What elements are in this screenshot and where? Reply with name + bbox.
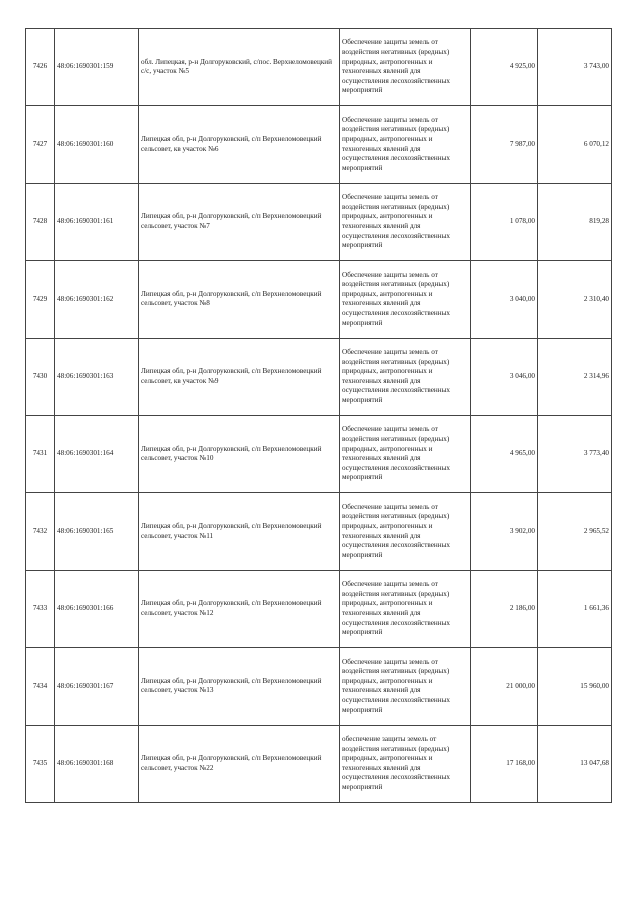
permitted-use: Обеспечение защиты земель от воздействия негативных (вредных) природных, антропогенных и техногенных явлений для осуществления лесохозяйственных мероприятий	[340, 106, 471, 183]
address: обл. Липецкая, р-н Долгоруковский, с/пос. Верхнеломовецкий с/с, участок №5	[139, 29, 340, 106]
permitted-use: Обеспечение защиты земель от воздействия негативных (вредных) природных, антропогенных и техногенных явлений для осуществления лесохозяйственных мероприятий	[340, 338, 471, 415]
table-row	[26, 570, 612, 647]
value-1: 2 186,00	[471, 570, 538, 647]
table-row	[26, 183, 612, 260]
table-row	[26, 493, 612, 570]
address: Липецкая обл, р-н Долгоруковский, с/п Верхнеломовецкий сельсовет, участок №10	[139, 415, 340, 492]
value-1: 7 987,00	[471, 106, 538, 183]
cadastral-number: 48:06:1690301:165	[55, 493, 139, 570]
value-1: 17 168,00	[471, 725, 538, 802]
address: Липецкая обл, р-н Долгоруковский, с/п Верхнеломовецкий сельсовет, участок №13	[139, 648, 340, 725]
address: Липецкая обл, р-н Долгоруковский, с/п Верхнеломовецкий сельсовет, участок №12	[139, 570, 340, 647]
table-row	[26, 338, 612, 415]
permitted-use: Обеспечение защиты земель от воздействия негативных (вредных) природных, антропогенных и техногенных явлений для осуществления лесохозяйственных мероприятий	[340, 648, 471, 725]
address: Липецкая обл, р-н Долгоруковский, с/п Верхнеломовецкий сельсовет, кв участок №9	[139, 338, 340, 415]
value-2: 6 070,12	[538, 106, 612, 183]
value-2: 2 310,40	[538, 261, 612, 338]
value-2: 2 314,96	[538, 338, 612, 415]
permitted-use: Обеспечение защиты земель от воздействия негативных (вредных) природных, антропогенных и техногенных явлений для осуществления лесохозяйственных мероприятий	[340, 570, 471, 647]
row-number: 7429	[26, 261, 55, 338]
permitted-use: Обеспечение защиты земель от воздействия негативных (вредных) природных, антропогенных и техногенных явлений для осуществления лесохозяйственных мероприятий	[340, 29, 471, 106]
value-1: 4 925,00	[471, 29, 538, 106]
table-row	[26, 29, 612, 106]
table-row	[26, 725, 612, 802]
value-2: 3 773,40	[538, 415, 612, 492]
cadastral-number: 48:06:1690301:161	[55, 183, 139, 260]
permitted-use: Обеспечение защиты земель от воздействия негативных (вредных) природных, антропогенных и техногенных явлений для осуществления лесохозяйственных мероприятий	[340, 261, 471, 338]
value-1: 3 046,00	[471, 338, 538, 415]
cadastral-number: 48:06:1690301:167	[55, 648, 139, 725]
cadastral-number: 48:06:1690301:163	[55, 338, 139, 415]
address: Липецкая обл, р-н Долгоруковский, с/п Верхнеломовецкий сельсовет, участок №22	[139, 725, 340, 802]
cadastral-number: 48:06:1690301:168	[55, 725, 139, 802]
address: Липецкая обл, р-н Долгоруковский, с/п Верхнеломовецкий сельсовет, кв участок №6	[139, 106, 340, 183]
row-number: 7428	[26, 183, 55, 260]
row-number: 7435	[26, 725, 55, 802]
cadastral-number: 48:06:1690301:159	[55, 29, 139, 106]
address: Липецкая обл, р-н Долгоруковский, с/п Верхнеломовецкий сельсовет, участок №8	[139, 261, 340, 338]
value-2: 3 743,00	[538, 29, 612, 106]
row-number: 7426	[26, 29, 55, 106]
value-1: 4 965,00	[471, 415, 538, 492]
value-2: 2 965,52	[538, 493, 612, 570]
row-number: 7432	[26, 493, 55, 570]
table-row	[26, 261, 612, 338]
permitted-use: Обеспечение защиты земель от воздействия негативных (вредных) природных, антропогенных и техногенных явлений для осуществления лесохозяйственных мероприятий	[340, 493, 471, 570]
row-number: 7433	[26, 570, 55, 647]
permitted-use: Обеспечение защиты земель от воздействия негативных (вредных) природных, антропогенных и техногенных явлений для осуществления лесохозяйственных мероприятий	[340, 183, 471, 260]
cadastral-number: 48:06:1690301:164	[55, 415, 139, 492]
row-number: 7431	[26, 415, 55, 492]
value-2: 819,28	[538, 183, 612, 260]
value-1: 3 040,00	[471, 261, 538, 338]
table-row	[26, 415, 612, 492]
value-2: 1 661,36	[538, 570, 612, 647]
permitted-use: Обеспечение защиты земель от воздействия негативных (вредных) природных, антропогенных и техногенных явлений для осуществления лесохозяйственных мероприятий	[340, 415, 471, 492]
address: Липецкая обл, р-н Долгоруковский, с/п Верхнеломовецкий сельсовет, участок №7	[139, 183, 340, 260]
value-1: 21 000,00	[471, 648, 538, 725]
cadastral-number: 48:06:1690301:166	[55, 570, 139, 647]
cadastral-number: 48:06:1690301:160	[55, 106, 139, 183]
row-number: 7430	[26, 338, 55, 415]
value-1: 3 902,00	[471, 493, 538, 570]
row-number: 7427	[26, 106, 55, 183]
table-row	[26, 106, 612, 183]
value-2: 15 960,00	[538, 648, 612, 725]
land-register-table	[25, 28, 612, 803]
cadastral-number: 48:06:1690301:162	[55, 261, 139, 338]
permitted-use: обеспечение защиты земель от воздействия негативных (вредных) природных, антропогенных и техногенных явлений для осуществления лесохозяйственных мероприятий	[340, 725, 471, 802]
value-1: 1 078,00	[471, 183, 538, 260]
table-row	[26, 648, 612, 725]
value-2: 13 047,68	[538, 725, 612, 802]
address: Липецкая обл, р-н Долгоруковский, с/п Верхнеломовецкий сельсовет, участок №11	[139, 493, 340, 570]
row-number: 7434	[26, 648, 55, 725]
